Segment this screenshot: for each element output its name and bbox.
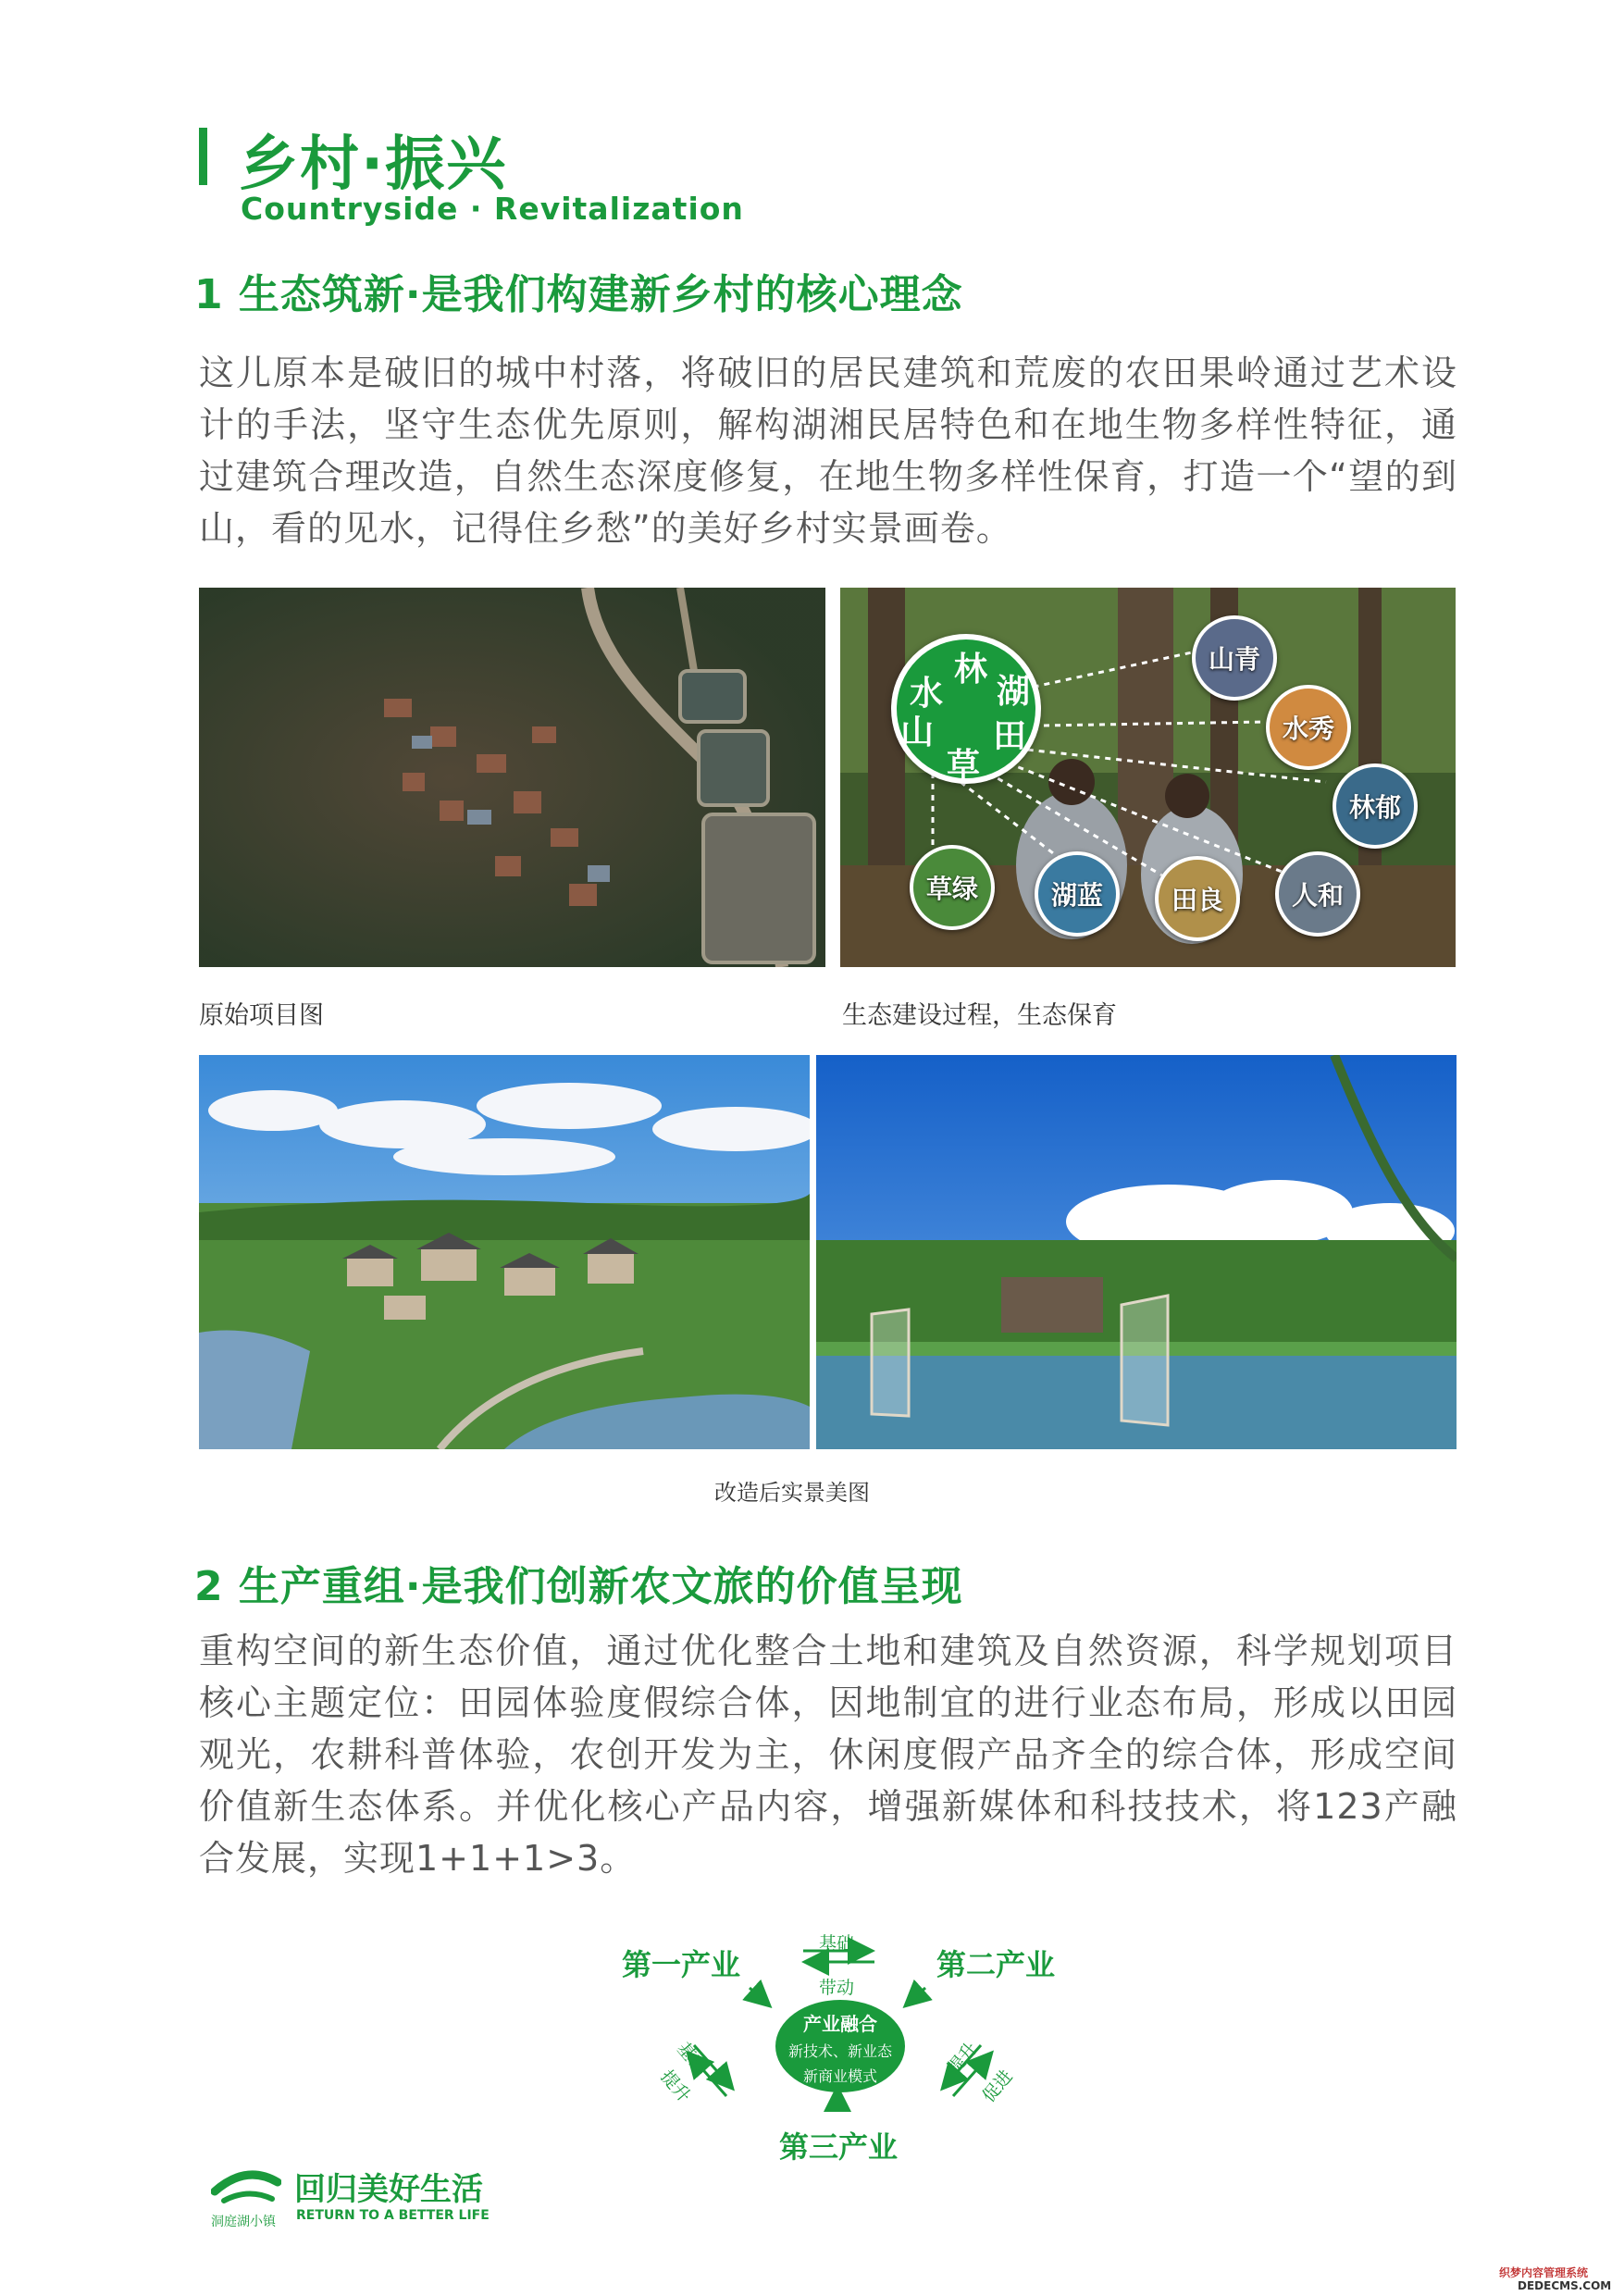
photo-after-aerial [199,1055,810,1449]
page-subtitle: Countryside · Revitalization [241,191,744,227]
photo-eco-process [840,588,1456,967]
caption-original: 原始项目图 [199,1001,324,1030]
badge-hulan: 湖蓝 [1035,851,1120,937]
arrow-label-right-2: 促进 [978,2066,1017,2107]
arrow-label-top-2: 带动 [819,1978,855,1998]
logo-sub: 洞庭湖小镇 [211,2215,276,2229]
photo-after-pond [816,1055,1457,1449]
hub-char-shan: 山 [900,714,935,751]
page-title: 乡村·振兴 [239,130,508,199]
section1-heading: 1 生态筑新·是我们构建新乡村的核心理念 [194,271,963,318]
arrow-label-left-2: 提升 [656,2066,695,2107]
badge-linyu: 林郁 [1333,763,1418,849]
eco-hub-circle [891,634,1041,784]
diagram-industry-2: 第二产业 [936,1947,1056,1982]
caption-eco: 生态建设过程，生态保育 [842,1001,1117,1030]
section2-paragraph: 重构空间的新生态价值，通过优化整合土地和建筑及自然资源，科学规划项目核心主题定位：田园体验度假综合体，因地制宜的进行业态布局，形成以田园观光，农耕科普体验，农创开发为主，休闲度假产品齐全的综合体，形成空间价值新生态体系。并优化核心产品内容，增强新媒体和科技技术，将123产融合发展，实现1+1+1>3。 [199,1631,1457,1879]
logo-text-cn: 回归美好生活 [294,2171,483,2208]
section2-heading: 2 生产重组·是我们创新农文旅的价值呈现 [194,1563,963,1610]
arrow-label-top-1: 基础 [819,1933,855,1954]
arrow-label-right-1: 提升 [943,2038,982,2079]
hub-char-tian: 田 [993,717,1027,755]
badge-renhe: 人和 [1275,851,1360,937]
hub-char-shui: 水 [910,675,944,713]
diagram-industry-1: 第一产业 [622,1947,741,1982]
badge-shanqing: 山青 [1192,615,1277,701]
section1-paragraph: 这儿原本是破旧的城中村落，将破旧的居民建筑和荒废的农田果岭通过艺术设计的手法，坚守生态优先原则，解构湖湘民居特色和在地生物多样性特征，通过建筑合理改造，自然生态深度修复，在地生物多样性保育，打造一个“望的到山，看的见水，记得住乡愁”的美好乡村实景画卷。 [199,353,1457,549]
photo-original-aerial [199,588,825,967]
diagram-core-circle [775,2000,905,2092]
watermark-url: DEDECMS.COM [1518,2279,1612,2292]
title-accent-bar [199,128,207,185]
hub-char-hu: 湖 [997,673,1031,711]
watermark-text: 织梦内容管理系统 [1499,2266,1589,2279]
core-line-2: 新商业模式 [802,2067,877,2085]
arrow-label-left-1: 基础 [673,2038,712,2079]
core-title: 产业融合 [803,2013,877,2035]
logo-text-en: RETURN TO A BETTER LIFE [296,2208,490,2223]
hub-char-cao: 草 [947,747,981,785]
badge-shuixiu: 水秀 [1266,685,1351,770]
caption-after: 改造后实景美图 [714,1480,870,1506]
logo-mark-icon [211,2164,281,2208]
badge-tianliang: 田良 [1155,856,1240,941]
hub-char-lin: 林 [954,651,988,689]
badge-caolv: 草绿 [910,845,995,930]
core-line-1: 新技术、新业态 [787,2042,892,2060]
diagram-industry-3: 第三产业 [779,2129,899,2165]
